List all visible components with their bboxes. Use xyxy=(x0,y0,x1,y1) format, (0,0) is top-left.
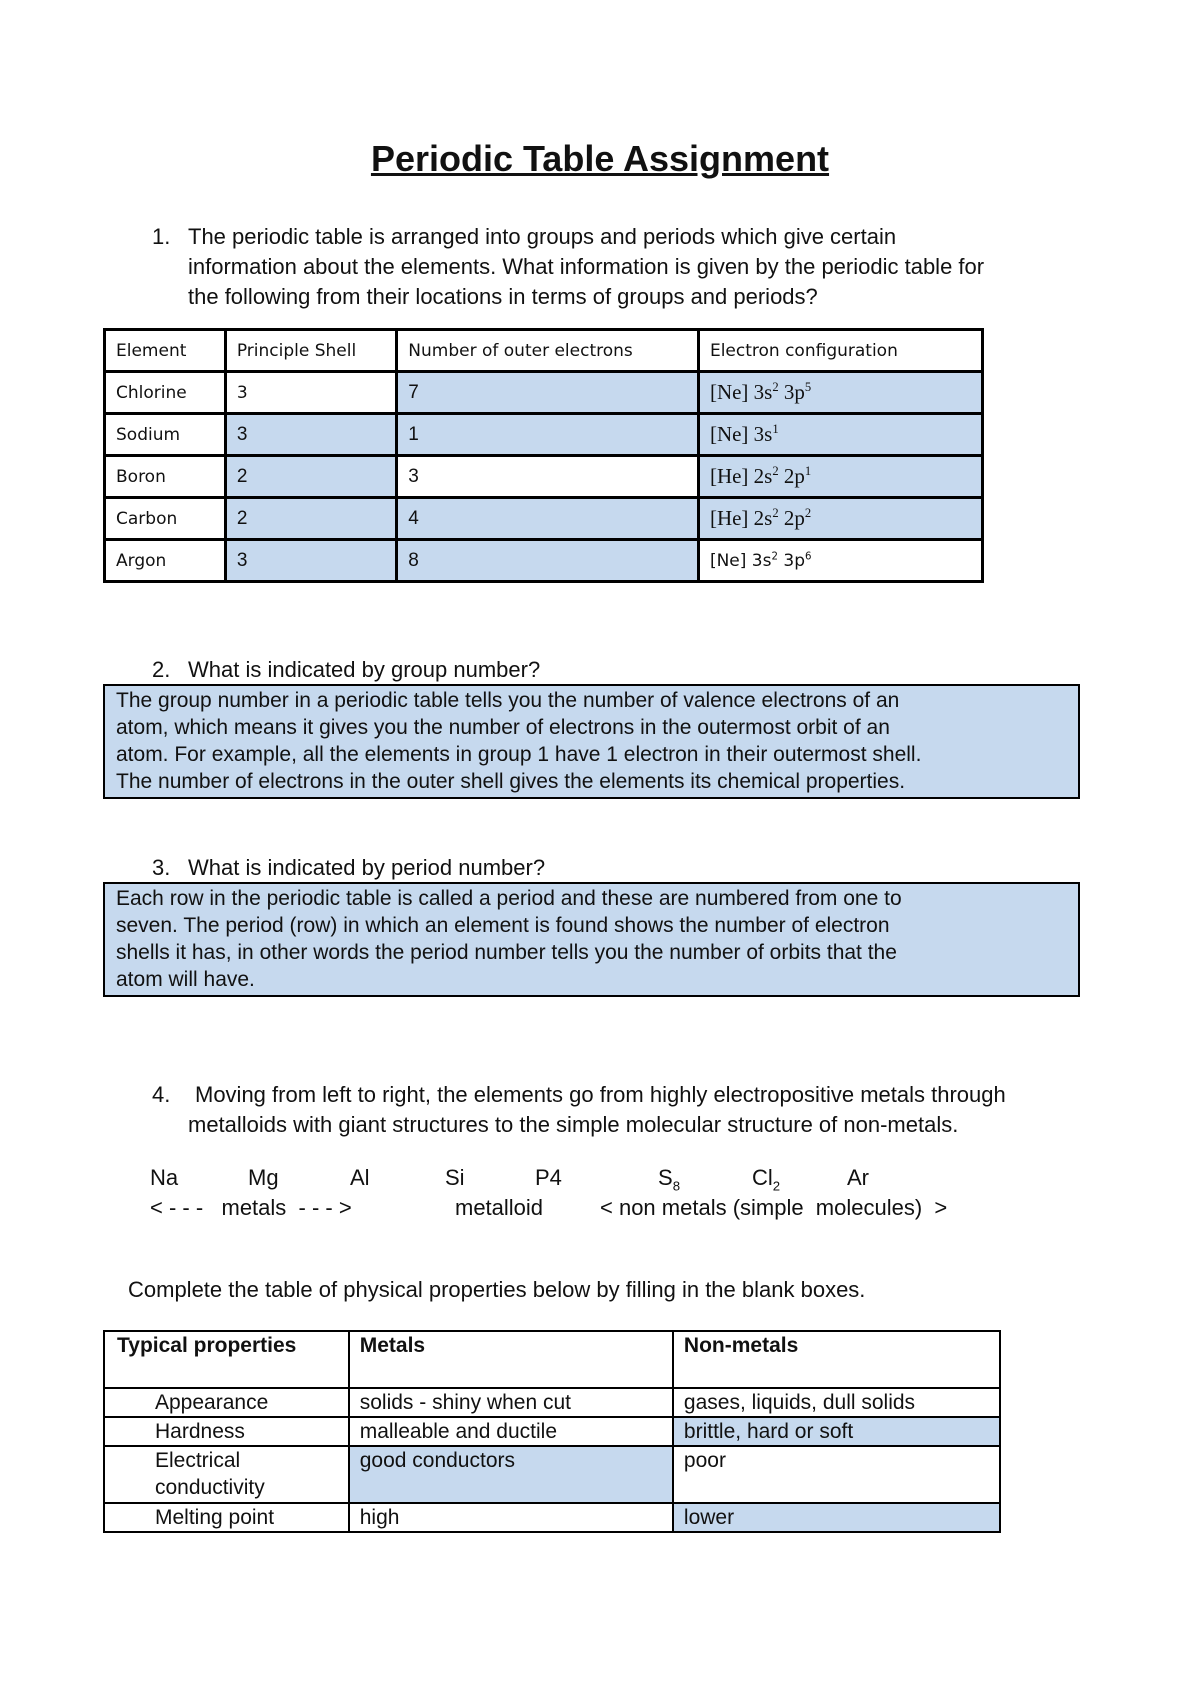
table-row xyxy=(104,1388,1000,1417)
element-name: Carbon xyxy=(105,498,226,540)
table-row xyxy=(105,372,983,414)
metals-value: good conductors xyxy=(349,1446,673,1503)
header-element: Element xyxy=(105,330,226,372)
property-name: Appearance xyxy=(104,1388,349,1417)
element-symbol: $S_8$ xyxy=(658,1165,681,1194)
question-1 xyxy=(0,222,1200,314)
element-symbol: Mg xyxy=(248,1165,279,1190)
answer-line: atom will have. xyxy=(116,968,255,991)
table-row xyxy=(105,456,983,498)
table-row xyxy=(105,540,983,582)
table-row xyxy=(105,414,983,456)
metalloid-label: metalloid xyxy=(455,1195,544,1220)
electron-configuration: [He] $2s^2$ $2p^2$ xyxy=(698,498,982,540)
answer-line: The group number in a periodic table tells you the number of valence electrons of an xyxy=(116,689,900,712)
nonmetals-value: brittle, hard or soft xyxy=(673,1417,1000,1446)
header-metals: Metals xyxy=(349,1331,673,1388)
metals-value: solids - shiny when cut xyxy=(349,1388,673,1417)
answer-2-box[interactable] xyxy=(103,684,1080,799)
table-row xyxy=(104,1417,1000,1446)
question-1-text xyxy=(188,222,984,312)
nonmetals-value: lower xyxy=(673,1503,1000,1532)
answer-line: Each row in the periodic table is called a period and these are numbered from one to xyxy=(116,887,902,910)
answer-3-box[interactable] xyxy=(103,882,1080,997)
element-sequence xyxy=(0,1163,1200,1223)
element-name: Sodium xyxy=(105,414,226,456)
principle-shell: 3 xyxy=(225,540,396,582)
property-name: Electrical conductivity xyxy=(104,1446,349,1503)
table-header-row xyxy=(104,1331,1000,1388)
question-3 xyxy=(0,853,1200,883)
table-header-row xyxy=(105,330,983,372)
properties-table xyxy=(103,1330,1001,1533)
element-table xyxy=(103,328,984,583)
outer-electrons: 7 xyxy=(397,372,699,414)
element-symbol: Ar xyxy=(847,1165,869,1190)
principle-shell: 3 xyxy=(225,372,396,414)
page-title: Periodic Table Assignment xyxy=(370,138,830,179)
question-4-text xyxy=(188,1080,1006,1140)
question-3-number: 3. xyxy=(152,855,171,880)
question-4-line: metalloids with giant structures to the simple molecular structure of non-metals. xyxy=(188,1112,959,1137)
element-symbol: Na xyxy=(150,1165,179,1190)
outer-electrons: 1 xyxy=(397,414,699,456)
outer-electrons: 3 xyxy=(397,456,699,498)
electron-configuration: [Ne] $3s^2$ $3p^5$ xyxy=(698,372,982,414)
outer-electrons: 8 xyxy=(397,540,699,582)
element-symbol: Al xyxy=(350,1165,370,1190)
question-1-line: the following from their locations in terms of groups and periods? xyxy=(188,284,818,309)
property-name: Melting point xyxy=(104,1503,349,1532)
question-2-number: 2. xyxy=(152,657,171,682)
electron-configuration: [Ne] $3s^1$ xyxy=(698,414,982,456)
nonmetals-value: poor xyxy=(673,1446,1000,1503)
element-symbol: $Cl_2$ xyxy=(752,1165,781,1194)
nonmetals-label: < non metals (simple molecules) > xyxy=(600,1195,948,1220)
property-name: Hardness xyxy=(104,1417,349,1446)
metals-label: < - - - metals - - - > xyxy=(150,1195,352,1220)
header-electron-configuration: Electron configuration xyxy=(698,330,982,372)
element-name: Chlorine xyxy=(105,372,226,414)
question-1-line: The periodic table is arranged into groups and periods which give certain xyxy=(188,224,897,249)
principle-shell: 3 xyxy=(225,414,396,456)
question-2-text: What is indicated by group number? xyxy=(188,657,541,682)
question-1-number: 1. xyxy=(152,224,171,249)
answer-line: seven. The period (row) in which an element is found shows the number of electron xyxy=(116,914,890,937)
header-outer-electrons: Number of outer electrons xyxy=(397,330,699,372)
question-4-number: 4. xyxy=(152,1082,171,1107)
electron-configuration: [Ne] $3s^2$ $3p^6$ xyxy=(698,540,982,582)
answer-line: atom, which means it gives you the number of electrons in the outermost orbit of an xyxy=(116,716,890,739)
element-name: Argon xyxy=(105,540,226,582)
electron-configuration: [He] $2s^2$ $2p^1$ xyxy=(698,456,982,498)
principle-shell: 2 xyxy=(225,456,396,498)
header-typical-properties: Typical properties xyxy=(104,1331,349,1388)
table-row xyxy=(104,1446,1000,1503)
instruction-text: Complete the table of physical properties below by filling in the blank boxes. xyxy=(128,1277,866,1302)
element-symbol: P4 xyxy=(535,1165,562,1190)
answer-line: shells it has, in other words the period number tells you the number of orbits that the xyxy=(116,941,897,964)
question-1-line: information about the elements. What information is given by the periodic table for xyxy=(188,254,985,279)
answer-line: The number of electrons in the outer shell gives the elements its chemical properties. xyxy=(116,770,906,793)
principle-shell: 2 xyxy=(225,498,396,540)
question-2 xyxy=(0,655,1200,685)
table-row xyxy=(105,498,983,540)
answer-line: atom. For example, all the elements in group 1 have 1 electron in their outermost shell. xyxy=(116,743,922,766)
element-name: Boron xyxy=(105,456,226,498)
outer-electrons: 4 xyxy=(397,498,699,540)
metals-value: malleable and ductile xyxy=(349,1417,673,1446)
metals-value: high xyxy=(349,1503,673,1532)
question-4 xyxy=(0,1080,1200,1140)
header-non-metals: Non-metals xyxy=(673,1331,1000,1388)
header-principle-shell: Principle Shell xyxy=(225,330,396,372)
question-3-text: What is indicated by period number? xyxy=(188,855,546,880)
nonmetals-value: gases, liquids, dull solids xyxy=(673,1388,1000,1417)
element-symbol: Si xyxy=(445,1165,465,1190)
question-4-line: Moving from left to right, the elements go from highly electropositive metals through xyxy=(195,1082,1006,1107)
table-row xyxy=(104,1503,1000,1532)
